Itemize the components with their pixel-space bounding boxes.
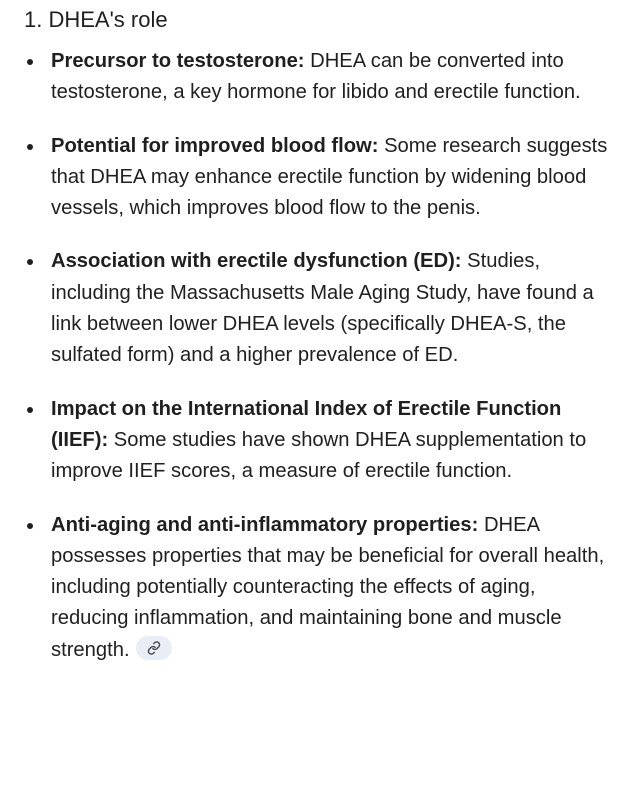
list-item bbox=[24, 394, 609, 488]
document-content bbox=[24, 0, 609, 688]
source-link-button[interactable] bbox=[136, 636, 172, 660]
list-item bbox=[24, 246, 609, 371]
section-heading: 1. DHEA's role bbox=[24, 7, 168, 32]
bullet-term: Impact on the International Index of Erectile Function (IIEF): bbox=[51, 397, 562, 451]
bullet-term: Precursor to testosterone: bbox=[51, 50, 305, 72]
bullet-term: Potential for improved blood flow: bbox=[51, 134, 379, 157]
list-item bbox=[24, 131, 609, 225]
link-icon bbox=[147, 641, 161, 655]
bullet-text: DHEA possesses properties that may be beneficial for overall health, including potentially counteracting the effects of aging, reducing inflammation, and maintaining bone and muscle strength. bbox=[51, 513, 605, 661]
bullet-text: DHEA can be converted into testosterone, a key hormone for libido and erectile function. bbox=[51, 50, 581, 104]
bullet-text: Some research suggests that DHEA may enhance erectile function by widening blood vessels, which improves blood flow to the penis. bbox=[51, 134, 608, 220]
bullet-text: Studies, including the Massachusetts Male Aging Study, have found a link between lower DHEA levels (specifically DHEA-S, the sulfated form) and a higher prevalence of ED. bbox=[51, 250, 594, 367]
bullet-term: Association with erectile dysfunction (ED): bbox=[51, 250, 462, 273]
list-item bbox=[24, 46, 609, 109]
bullet-term: Anti-aging and anti-inflammatory properties: bbox=[51, 513, 479, 536]
bullet-list bbox=[24, 46, 609, 666]
bullet-text: Some studies have shown DHEA supplementation to improve IIEF scores, a measure of erectile function. bbox=[51, 428, 587, 483]
list-item bbox=[24, 510, 609, 666]
